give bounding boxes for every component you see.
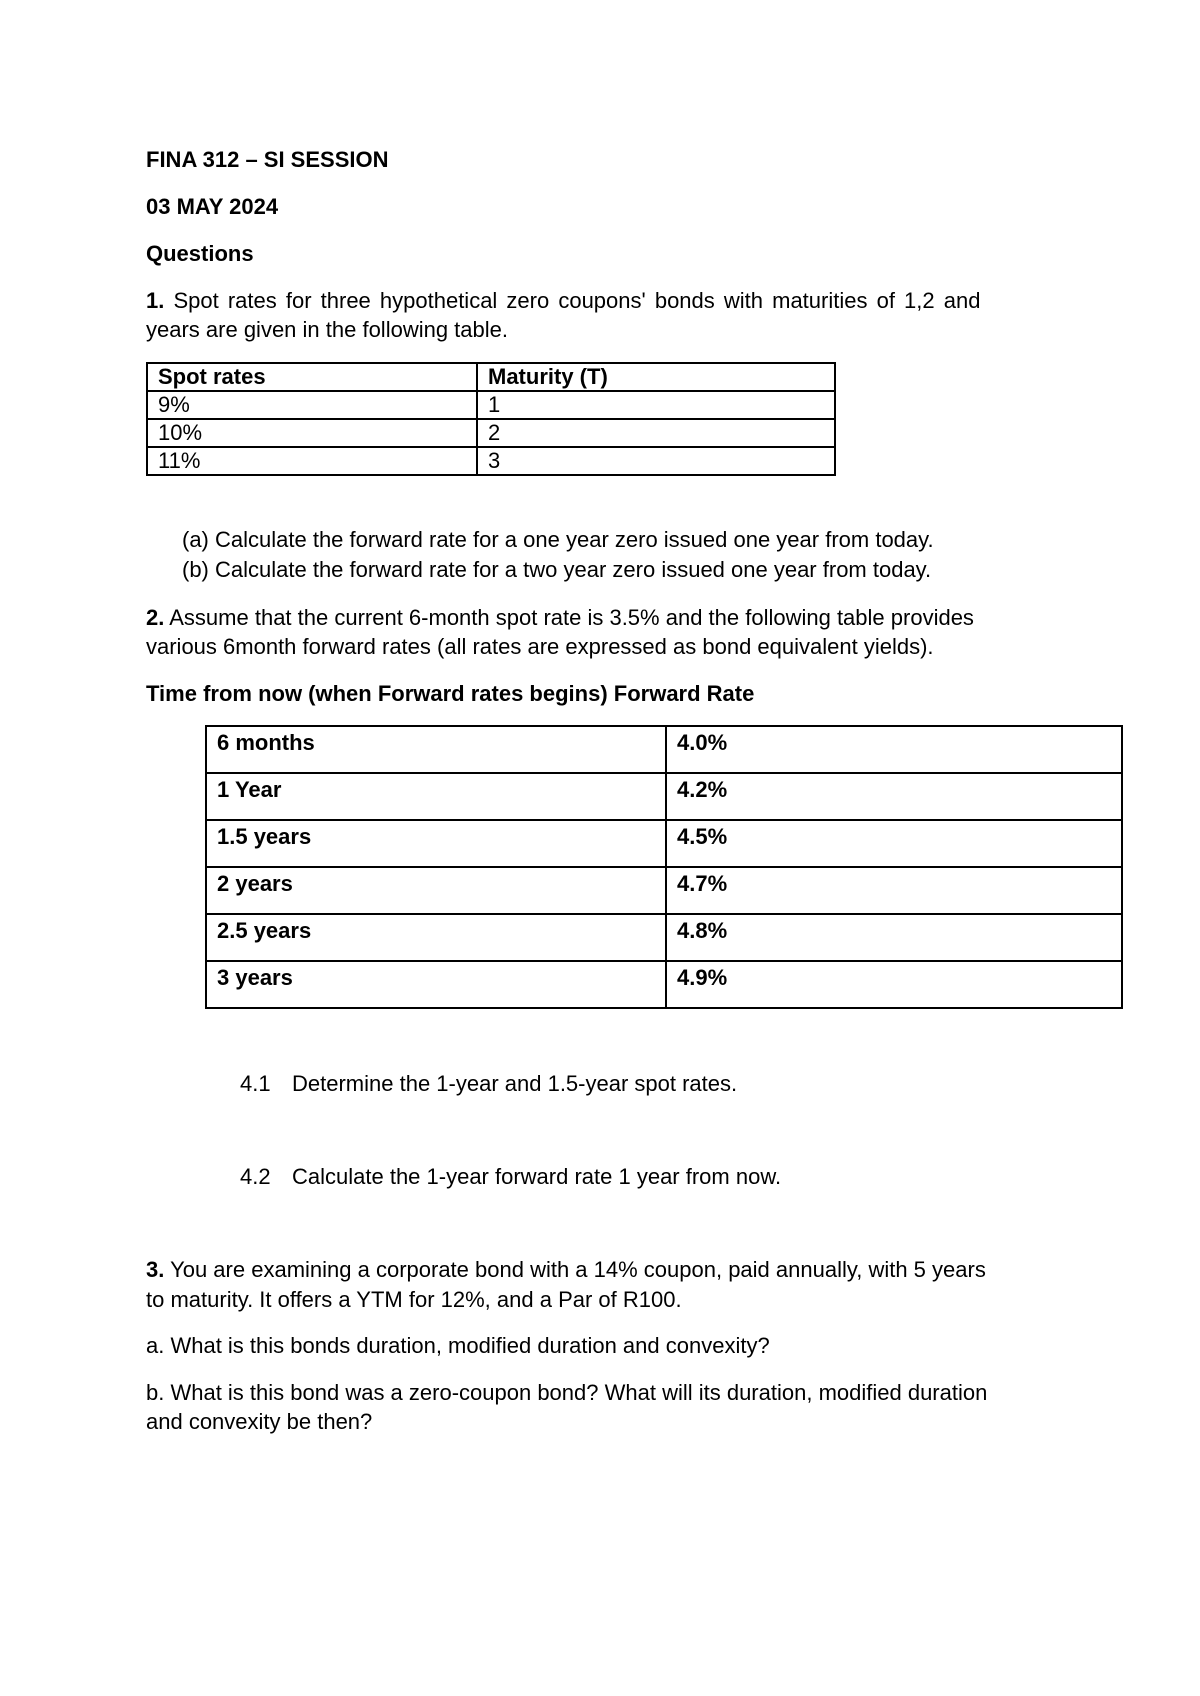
q2-subpart-text-1: Determine the 1-year and 1.5-year spot rates.	[292, 1071, 738, 1096]
table-cell: 1 Year	[206, 773, 666, 820]
table-cell: 1	[477, 391, 835, 419]
q3-intro-line1	[146, 1256, 986, 1284]
q1-number: 1.	[146, 288, 165, 313]
q2-intro-line1	[146, 604, 974, 632]
table-cell: 4.9%	[666, 961, 1122, 1008]
q3-number: 3.	[146, 1257, 165, 1282]
table-cell: 4.7%	[666, 867, 1122, 914]
table-row	[147, 391, 835, 419]
table-cell: 9%	[147, 391, 477, 419]
table-cell: 4.5%	[666, 820, 1122, 867]
q2-text-line1: Assume that the current 6-month spot rate is 3.5% and the following table provides	[164, 605, 974, 630]
q1-text-line2: years are given in the following table.	[146, 317, 508, 342]
q2-number: 2.	[146, 605, 165, 630]
q2-subpart-number-2: 4.2	[240, 1164, 271, 1189]
table-header-row	[147, 363, 835, 391]
table-cell: 2 years	[206, 867, 666, 914]
q3-part-b-line1: b. What is this bond was a zero-coupon bond? What will its duration, modified duration	[146, 1380, 988, 1405]
document-date: 03 MAY 2024	[146, 194, 279, 219]
table-row	[206, 726, 1122, 773]
table-cell: 3 years	[206, 961, 666, 1008]
table-cell: 6 months	[206, 726, 666, 773]
q2-subpart-number-1: 4.1	[240, 1071, 271, 1096]
table-cell: 4.8%	[666, 914, 1122, 961]
table-cell: 2	[477, 419, 835, 447]
q1-part-b: (b) Calculate the forward rate for a two year zero issued one year from today.	[182, 557, 932, 582]
table-cell: 1.5 years	[206, 820, 666, 867]
table-cell: 4.2%	[666, 773, 1122, 820]
table-row	[206, 914, 1122, 961]
table-cell: 3	[477, 447, 835, 475]
section-heading: Questions	[146, 241, 254, 266]
table-cell: 4.0%	[666, 726, 1122, 773]
q2-text-line2: various 6month forward rates (all rates are expressed as bond equivalent yields).	[146, 634, 934, 659]
forward-rates-table	[205, 725, 1123, 1009]
table-row	[147, 419, 835, 447]
table-row	[206, 773, 1122, 820]
table-cell: 10%	[147, 419, 477, 447]
table-row	[206, 867, 1122, 914]
table-cell: 11%	[147, 447, 477, 475]
spot-rates-table	[146, 362, 836, 476]
table-row	[147, 447, 835, 475]
q1-text-line1: Spot rates for three hypothetical zero coupons' bonds with maturities of 1,2 and	[164, 288, 981, 313]
document-title: FINA 312 – SI SESSION	[146, 147, 389, 172]
q3-text-line1: You are examining a corporate bond with a 14% coupon, paid annually, with 5 years	[164, 1257, 986, 1282]
q3-part-a: a. What is this bonds duration, modified duration and convexity?	[146, 1333, 770, 1358]
q2-subpart-text-2: Calculate the 1-year forward rate 1 year from now.	[292, 1164, 782, 1189]
table-cell: 2.5 years	[206, 914, 666, 961]
q2-table-title: Time from now (when Forward rates begins) Forward Rate	[146, 681, 755, 706]
header-spot-rates: Spot rates	[147, 363, 477, 391]
header-maturity: Maturity (T)	[477, 363, 835, 391]
q1-intro-line1	[146, 287, 980, 315]
q1-part-a: (a) Calculate the forward rate for a one year zero issued one year from today.	[182, 527, 934, 552]
table-row	[206, 961, 1122, 1008]
q3-part-b-line2: and convexity be then?	[146, 1409, 373, 1434]
q3-text-line2: to maturity. It offers a YTM for 12%, and a Par of R100.	[146, 1287, 682, 1312]
table-row	[206, 820, 1122, 867]
